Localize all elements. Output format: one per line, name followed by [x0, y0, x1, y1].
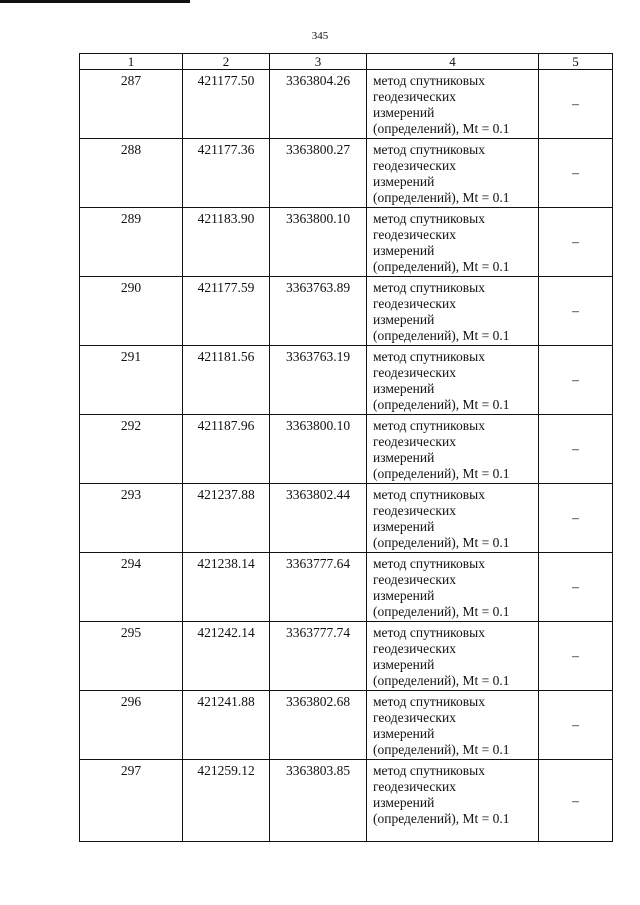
point-number-cell: 294: [80, 553, 183, 622]
method-text-line: (определений), Mt = 0.1: [373, 673, 510, 688]
table-row: [80, 415, 613, 484]
table-row: [80, 70, 613, 139]
column-header-2: 2: [183, 54, 270, 70]
y-coordinate-cell: 3363803.85: [270, 760, 367, 842]
method-text-line: метод спутниковых: [373, 142, 485, 157]
method-text-line: измерений: [373, 726, 435, 741]
method-text-line: метод спутниковых: [373, 280, 485, 295]
note-cell: [539, 622, 613, 691]
point-number-cell: 290: [80, 277, 183, 346]
method-text-line: измерений: [373, 795, 435, 810]
column-header-1: 1: [80, 54, 183, 70]
y-coordinate-cell: 3363763.89: [270, 277, 367, 346]
corner-mark: [0, 0, 190, 3]
y-coordinate-cell: 3363804.26: [270, 70, 367, 139]
x-coordinate-cell: 421177.36: [183, 139, 270, 208]
method-text-line: геодезических: [373, 296, 456, 311]
method-text-line: измерений: [373, 588, 435, 603]
table-row: [80, 553, 613, 622]
y-coordinate-cell: 3363800.10: [270, 208, 367, 277]
point-number-cell: 287: [80, 70, 183, 139]
method-text-line: метод спутниковых: [373, 625, 485, 640]
point-number-cell: 297: [80, 760, 183, 842]
dash-mark: –: [572, 372, 579, 387]
point-number-cell: 293: [80, 484, 183, 553]
note-cell: [539, 208, 613, 277]
method-text-line: (определений), Mt = 0.1: [373, 604, 510, 619]
method-text-line: геодезических: [373, 434, 456, 449]
method-text-line: метод спутниковых: [373, 487, 485, 502]
method-text-line: измерений: [373, 243, 435, 258]
dash-mark: –: [572, 792, 579, 808]
table-row: [80, 484, 613, 553]
method-text-line: измерений: [373, 381, 435, 396]
note-cell: [539, 70, 613, 139]
y-coordinate-cell: 3363800.10: [270, 415, 367, 484]
point-number-cell: 288: [80, 139, 183, 208]
method-text-line: геодезических: [373, 779, 456, 794]
method-text-line: измерений: [373, 312, 435, 327]
x-coordinate-cell: 421242.14: [183, 622, 270, 691]
x-coordinate-cell: 421259.12: [183, 760, 270, 842]
column-header-5: 5: [539, 54, 613, 70]
method-cell: [367, 70, 539, 139]
method-text-line: геодезических: [373, 572, 456, 587]
x-coordinate-cell: 421181.56: [183, 346, 270, 415]
method-text-line: (определений), Mt = 0.1: [373, 121, 510, 136]
method-text-line: геодезических: [373, 710, 456, 725]
method-text-line: измерений: [373, 519, 435, 534]
note-cell: [539, 760, 613, 842]
method-cell: [367, 346, 539, 415]
point-number-cell: 289: [80, 208, 183, 277]
table-body: [80, 70, 613, 842]
y-coordinate-cell: 3363777.74: [270, 622, 367, 691]
dash-mark: –: [572, 303, 579, 318]
method-cell: [367, 139, 539, 208]
x-coordinate-cell: 421177.59: [183, 277, 270, 346]
x-coordinate-cell: 421237.88: [183, 484, 270, 553]
x-coordinate-cell: 421177.50: [183, 70, 270, 139]
table-row: [80, 622, 613, 691]
method-text-line: метод спутниковых: [373, 694, 485, 709]
method-text-line: геодезических: [373, 89, 456, 104]
point-number-cell: 296: [80, 691, 183, 760]
method-text-line: измерений: [373, 657, 435, 672]
table-header: [80, 54, 613, 70]
method-text-line: (определений), Mt = 0.1: [373, 259, 510, 274]
dash-mark: –: [572, 165, 579, 180]
dash-mark: –: [572, 234, 579, 249]
method-cell: [367, 208, 539, 277]
method-cell: [367, 415, 539, 484]
note-cell: [539, 415, 613, 484]
method-text-line: метод спутниковых: [373, 418, 485, 433]
method-text-line: метод спутниковых: [373, 349, 485, 364]
method-cell: [367, 760, 539, 842]
method-text-line: (определений), Mt = 0.1: [373, 811, 510, 826]
method-text-line: геодезических: [373, 641, 456, 656]
method-cell: [367, 277, 539, 346]
method-text-line: (определений), Mt = 0.1: [373, 466, 510, 481]
page-number: 345: [311, 30, 329, 42]
table-row: [80, 139, 613, 208]
method-text-line: метод спутниковых: [373, 556, 485, 571]
y-coordinate-cell: 3363802.68: [270, 691, 367, 760]
y-coordinate-cell: 3363763.19: [270, 346, 367, 415]
point-number-cell: 295: [80, 622, 183, 691]
y-coordinate-cell: 3363802.44: [270, 484, 367, 553]
method-text-line: измерений: [373, 174, 435, 189]
method-text-line: измерений: [373, 450, 435, 465]
note-cell: [539, 691, 613, 760]
column-header-4: 4: [367, 54, 539, 70]
dash-mark: –: [572, 441, 579, 456]
dash-mark: –: [572, 717, 579, 732]
note-cell: [539, 484, 613, 553]
dash-mark: –: [572, 579, 579, 594]
note-cell: [539, 277, 613, 346]
method-cell: [367, 691, 539, 760]
y-coordinate-cell: 3363777.64: [270, 553, 367, 622]
dash-mark: –: [572, 648, 579, 663]
x-coordinate-cell: 421183.90: [183, 208, 270, 277]
note-cell: [539, 346, 613, 415]
column-header-3: 3: [270, 54, 367, 70]
dash-mark: –: [572, 96, 579, 111]
point-number-cell: 292: [80, 415, 183, 484]
method-text-line: измерений: [373, 105, 435, 120]
method-cell: [367, 622, 539, 691]
table-row: [80, 208, 613, 277]
method-text-line: геодезических: [373, 365, 456, 380]
method-text-line: геодезических: [373, 227, 456, 242]
table-row: [80, 760, 613, 842]
method-text-line: метод спутниковых: [373, 211, 485, 226]
method-text-line: метод спутниковых: [373, 73, 485, 88]
note-cell: [539, 553, 613, 622]
note-cell: [539, 139, 613, 208]
coordinates-table: [79, 53, 613, 842]
method-text-line: (определений), Mt = 0.1: [373, 535, 510, 550]
x-coordinate-cell: 421187.96: [183, 415, 270, 484]
method-cell: [367, 553, 539, 622]
method-text-line: (определений), Mt = 0.1: [373, 397, 510, 412]
method-text-line: (определений), Mt = 0.1: [373, 190, 510, 205]
dash-mark: –: [572, 510, 579, 525]
method-text-line: геодезических: [373, 158, 456, 173]
method-text-line: (определений), Mt = 0.1: [373, 328, 510, 343]
method-text-line: (определений), Mt = 0.1: [373, 742, 510, 757]
x-coordinate-cell: 421241.88: [183, 691, 270, 760]
table-row: [80, 346, 613, 415]
method-text-line: геодезических: [373, 503, 456, 518]
y-coordinate-cell: 3363800.27: [270, 139, 367, 208]
point-number-cell: 291: [80, 346, 183, 415]
table-row: [80, 691, 613, 760]
x-coordinate-cell: 421238.14: [183, 553, 270, 622]
method-text-line: метод спутниковых: [373, 763, 485, 778]
method-cell: [367, 484, 539, 553]
table-row: [80, 277, 613, 346]
